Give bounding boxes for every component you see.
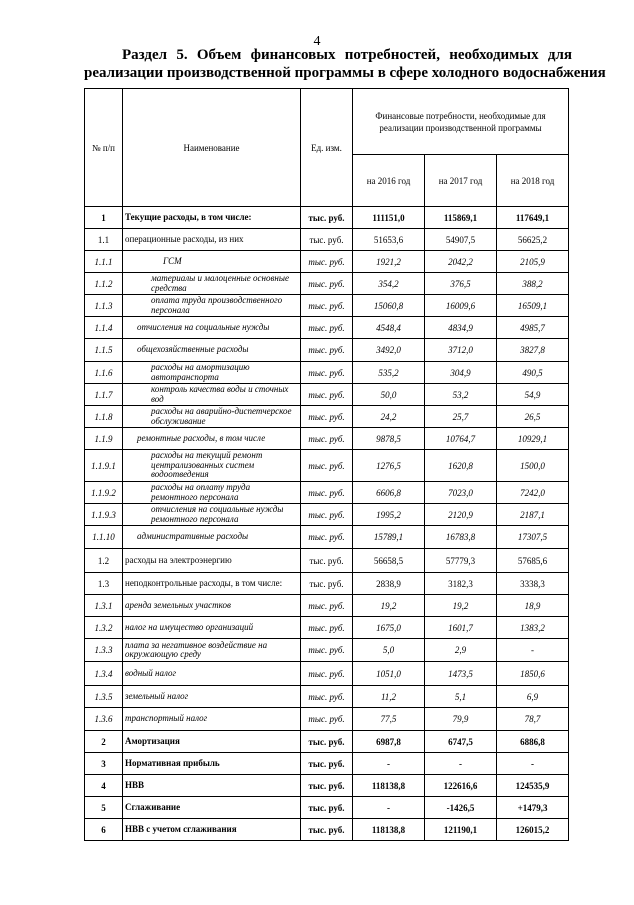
- row-value-2016: 50,0: [353, 384, 425, 406]
- row-name: общехозяйственные расходы: [123, 339, 301, 362]
- row-value-2017: 115869,1: [425, 207, 497, 229]
- row-value-2017: 2,9: [425, 639, 497, 662]
- row-number: 1.1.9.2: [85, 482, 123, 504]
- row-value-2018: 16509,1: [497, 295, 569, 317]
- header-name: Наименование: [123, 89, 301, 207]
- row-value-2018: 18,9: [497, 595, 569, 617]
- table-row: [85, 549, 569, 573]
- row-unit: тыс. руб.: [301, 686, 353, 708]
- table-row: [85, 229, 569, 251]
- row-value-2017: 304,9: [425, 362, 497, 384]
- row-name: водный налог: [123, 662, 301, 686]
- row-value-2017: 2042,2: [425, 251, 497, 273]
- row-number: 1.1.2: [85, 273, 123, 295]
- financial-needs-table: [84, 88, 569, 841]
- heading-word: 5.: [176, 47, 188, 63]
- row-value-2018: 54,9: [497, 384, 569, 406]
- row-value-2017: 1473,5: [425, 662, 497, 686]
- row-number: 1.1.10: [85, 526, 123, 549]
- table-row: [85, 686, 569, 708]
- header-year-2016: на 2016 год: [353, 155, 425, 207]
- row-unit: тыс. руб.: [301, 428, 353, 450]
- header-num: № п/п: [85, 89, 123, 207]
- row-value-2017: 121190,1: [425, 819, 497, 841]
- row-value-2018: 388,2: [497, 273, 569, 295]
- heading-word: необходимых: [449, 47, 539, 63]
- row-value-2018: 1850,6: [497, 662, 569, 686]
- row-number: 1.1.5: [85, 339, 123, 362]
- row-value-2017: 122616,6: [425, 775, 497, 797]
- row-value-2016: 1921,2: [353, 251, 425, 273]
- row-unit: тыс. руб.: [301, 482, 353, 504]
- row-unit: тыс. руб.: [301, 573, 353, 595]
- row-value-2018: 6886,8: [497, 731, 569, 753]
- section-heading-line1: [84, 46, 572, 64]
- row-value-2016: 77,5: [353, 708, 425, 731]
- row-number: 1.1.9: [85, 428, 123, 450]
- row-value-2016: -: [353, 797, 425, 819]
- row-unit: тыс. руб.: [301, 639, 353, 662]
- row-value-2018: 7242,0: [497, 482, 569, 504]
- row-name: транспортный налог: [123, 708, 301, 731]
- row-value-2016: 3492,0: [353, 339, 425, 362]
- row-value-2017: -1426,5: [425, 797, 497, 819]
- row-unit: тыс. руб.: [301, 662, 353, 686]
- row-value-2017: 57779,3: [425, 549, 497, 573]
- row-value-2017: 16009,6: [425, 295, 497, 317]
- row-name: Нормативная прибыль: [123, 753, 301, 775]
- table-row: [85, 708, 569, 731]
- row-value-2018: 3827,8: [497, 339, 569, 362]
- table-row: [85, 775, 569, 797]
- row-number: 1.1.4: [85, 317, 123, 339]
- row-number: 1: [85, 207, 123, 229]
- row-unit: тыс. руб.: [301, 273, 353, 295]
- row-number: 1.3.6: [85, 708, 123, 731]
- row-value-2017: 54907,5: [425, 229, 497, 251]
- table-row: [85, 526, 569, 549]
- table-row: [85, 595, 569, 617]
- row-value-2016: 6987,8: [353, 731, 425, 753]
- row-number: 1.1.9.3: [85, 504, 123, 526]
- row-value-2018: 1383,2: [497, 617, 569, 639]
- row-value-2018: 124535,9: [497, 775, 569, 797]
- row-value-2017: 10764,7: [425, 428, 497, 450]
- row-value-2018: -: [497, 753, 569, 775]
- table-row: [85, 428, 569, 450]
- row-number: 1.3.4: [85, 662, 123, 686]
- row-number: 5: [85, 797, 123, 819]
- table-row: [85, 295, 569, 317]
- row-value-2018: 2105,9: [497, 251, 569, 273]
- row-value-2016: -: [353, 753, 425, 775]
- row-value-2016: 118138,8: [353, 775, 425, 797]
- row-value-2017: 4834,9: [425, 317, 497, 339]
- row-number: 1.3.5: [85, 686, 123, 708]
- row-number: 1.2: [85, 549, 123, 573]
- table-row: [85, 617, 569, 639]
- row-number: 1.3.2: [85, 617, 123, 639]
- row-value-2018: 10929,1: [497, 428, 569, 450]
- row-number: 1.1.1: [85, 251, 123, 273]
- row-name: материалы и малоценные основные средства: [123, 273, 301, 295]
- row-unit: тыс. руб.: [301, 753, 353, 775]
- row-unit: тыс. руб.: [301, 384, 353, 406]
- row-value-2018: 56625,2: [497, 229, 569, 251]
- row-unit: тыс. руб.: [301, 450, 353, 482]
- row-number: 2: [85, 731, 123, 753]
- row-name: НВВ: [123, 775, 301, 797]
- table-body: [85, 207, 569, 841]
- row-value-2016: 15789,1: [353, 526, 425, 549]
- row-number: 1.1.3: [85, 295, 123, 317]
- table-row: [85, 362, 569, 384]
- header-year-2018: на 2018 год: [497, 155, 569, 207]
- heading-word: Объем: [196, 47, 242, 63]
- row-value-2018: 2187,1: [497, 504, 569, 526]
- row-value-2016: 535,2: [353, 362, 425, 384]
- row-name: налог на имущество организаций: [123, 617, 301, 639]
- table-row: [85, 317, 569, 339]
- row-name: аренда земельных участков: [123, 595, 301, 617]
- row-value-2017: -: [425, 753, 497, 775]
- row-unit: тыс. руб.: [301, 207, 353, 229]
- row-value-2018: 17307,5: [497, 526, 569, 549]
- table-row: [85, 639, 569, 662]
- row-number: 1.3.1: [85, 595, 123, 617]
- row-value-2018: 117649,1: [497, 207, 569, 229]
- row-name: плата за негативное воздействие на окружающую среду: [123, 639, 301, 662]
- row-number: 1.1.7: [85, 384, 123, 406]
- row-unit: тыс. руб.: [301, 617, 353, 639]
- row-value-2017: 7023,0: [425, 482, 497, 504]
- row-number: 1.1.8: [85, 406, 123, 428]
- row-number: 3: [85, 753, 123, 775]
- row-value-2018: 26,5: [497, 406, 569, 428]
- row-unit: тыс. руб.: [301, 797, 353, 819]
- row-unit: тыс. руб.: [301, 362, 353, 384]
- row-value-2016: 1276,5: [353, 450, 425, 482]
- row-name: Сглаживание: [123, 797, 301, 819]
- row-value-2016: 354,2: [353, 273, 425, 295]
- header-unit: Ед. изм.: [301, 89, 353, 207]
- heading-word: потребностей,: [344, 47, 440, 63]
- row-name: административные расходы: [123, 526, 301, 549]
- row-name: оплата труда производственного персонала: [123, 295, 301, 317]
- row-unit: тыс. руб.: [301, 708, 353, 731]
- table-row: [85, 406, 569, 428]
- table-row: [85, 819, 569, 841]
- row-name: контроль качества воды и сточных вод: [123, 384, 301, 406]
- row-value-2018: 126015,2: [497, 819, 569, 841]
- row-unit: тыс. руб.: [301, 775, 353, 797]
- table-row: [85, 384, 569, 406]
- row-unit: тыс. руб.: [301, 339, 353, 362]
- table-row: [85, 450, 569, 482]
- row-value-2018: 78,7: [497, 708, 569, 731]
- row-value-2018: +1479,3: [497, 797, 569, 819]
- row-value-2016: 6606,8: [353, 482, 425, 504]
- row-name: отчисления на социальные нужды ремонтного персонала: [123, 504, 301, 526]
- row-value-2016: 1995,2: [353, 504, 425, 526]
- row-unit: тыс. руб.: [301, 731, 353, 753]
- row-name: Текущие расходы, в том числе:: [123, 207, 301, 229]
- row-unit: тыс. руб.: [301, 595, 353, 617]
- row-value-2017: 2120,9: [425, 504, 497, 526]
- header-year-2017: на 2017 год: [425, 155, 497, 207]
- row-value-2016: 4548,4: [353, 317, 425, 339]
- row-value-2017: 79,9: [425, 708, 497, 731]
- row-value-2016: 9878,5: [353, 428, 425, 450]
- header-group: Финансовые потребности, необходимые для реализации производственной программы: [353, 89, 569, 155]
- row-value-2017: 1601,7: [425, 617, 497, 639]
- row-value-2018: 6,9: [497, 686, 569, 708]
- row-value-2018: 3338,3: [497, 573, 569, 595]
- row-unit: тыс. руб.: [301, 229, 353, 251]
- page-number: 4: [313, 34, 321, 49]
- row-value-2017: 5,1: [425, 686, 497, 708]
- row-name: НВВ с учетом сглаживания: [123, 819, 301, 841]
- row-value-2016: 1675,0: [353, 617, 425, 639]
- row-value-2016: 56658,5: [353, 549, 425, 573]
- row-unit: тыс. руб.: [301, 251, 353, 273]
- row-number: 6: [85, 819, 123, 841]
- row-unit: тыс. руб.: [301, 295, 353, 317]
- row-name: неподконтрольные расходы, в том числе:: [123, 573, 301, 595]
- row-value-2018: 1500,0: [497, 450, 569, 482]
- row-value-2018: 490,5: [497, 362, 569, 384]
- row-unit: тыс. руб.: [301, 819, 353, 841]
- row-number: 1.1.9.1: [85, 450, 123, 482]
- row-name: расходы на амортизацию автотранспорта: [123, 362, 301, 384]
- row-value-2016: 111151,0: [353, 207, 425, 229]
- row-name: операционные расходы, из них: [123, 229, 301, 251]
- row-value-2017: 3712,0: [425, 339, 497, 362]
- row-value-2017: 3182,3: [425, 573, 497, 595]
- row-value-2017: 19,2: [425, 595, 497, 617]
- row-unit: тыс. руб.: [301, 526, 353, 549]
- row-name: расходы на электроэнергию: [123, 549, 301, 573]
- row-value-2016: 51653,6: [353, 229, 425, 251]
- table-row: [85, 207, 569, 229]
- row-value-2016: 2838,9: [353, 573, 425, 595]
- row-value-2016: 1051,0: [353, 662, 425, 686]
- table-row: [85, 797, 569, 819]
- table-row: [85, 504, 569, 526]
- row-number: 1.1: [85, 229, 123, 251]
- row-name: ГСМ: [123, 251, 301, 273]
- row-value-2018: -: [497, 639, 569, 662]
- row-value-2016: 11,2: [353, 686, 425, 708]
- table-row: [85, 273, 569, 295]
- table-row: [85, 662, 569, 686]
- row-number: 1.3.3: [85, 639, 123, 662]
- table-row: [85, 753, 569, 775]
- row-value-2016: 118138,8: [353, 819, 425, 841]
- row-name: расходы на текущий ремонт централизованных систем водоотведения: [123, 450, 301, 482]
- row-value-2018: 4985,7: [497, 317, 569, 339]
- row-value-2018: 57685,6: [497, 549, 569, 573]
- row-unit: тыс. руб.: [301, 504, 353, 526]
- table-row: [85, 251, 569, 273]
- row-value-2017: 25,7: [425, 406, 497, 428]
- row-value-2017: 53,2: [425, 384, 497, 406]
- table-row: [85, 731, 569, 753]
- row-name: Амортизация: [123, 731, 301, 753]
- row-name: расходы на аварийно-диспетчерское обслуживание: [123, 406, 301, 428]
- row-value-2017: 6747,5: [425, 731, 497, 753]
- section-heading-line2: реализации производственной программы в сфере холодного водоснабжения: [84, 65, 606, 81]
- row-unit: тыс. руб.: [301, 406, 353, 428]
- row-number: 1.3: [85, 573, 123, 595]
- row-value-2017: 1620,8: [425, 450, 497, 482]
- table-row: [85, 339, 569, 362]
- row-value-2016: 5,0: [353, 639, 425, 662]
- row-value-2016: 19,2: [353, 595, 425, 617]
- row-unit: тыс. руб.: [301, 549, 353, 573]
- row-unit: тыс. руб.: [301, 317, 353, 339]
- heading-word: финансовых: [250, 47, 336, 63]
- row-number: 1.1.6: [85, 362, 123, 384]
- table-row: [85, 482, 569, 504]
- heading-word: Раздел: [122, 47, 168, 63]
- row-value-2016: 24,2: [353, 406, 425, 428]
- heading-word: для: [547, 47, 572, 63]
- row-name: расходы на оплату труда ремонтного персонала: [123, 482, 301, 504]
- row-value-2016: 15060,8: [353, 295, 425, 317]
- row-value-2017: 376,5: [425, 273, 497, 295]
- row-number: 4: [85, 775, 123, 797]
- row-name: ремонтные расходы, в том числе: [123, 428, 301, 450]
- table-row: [85, 573, 569, 595]
- row-name: отчисления на социальные нужды: [123, 317, 301, 339]
- section-heading: [84, 46, 606, 82]
- row-value-2017: 16783,8: [425, 526, 497, 549]
- row-name: земельный налог: [123, 686, 301, 708]
